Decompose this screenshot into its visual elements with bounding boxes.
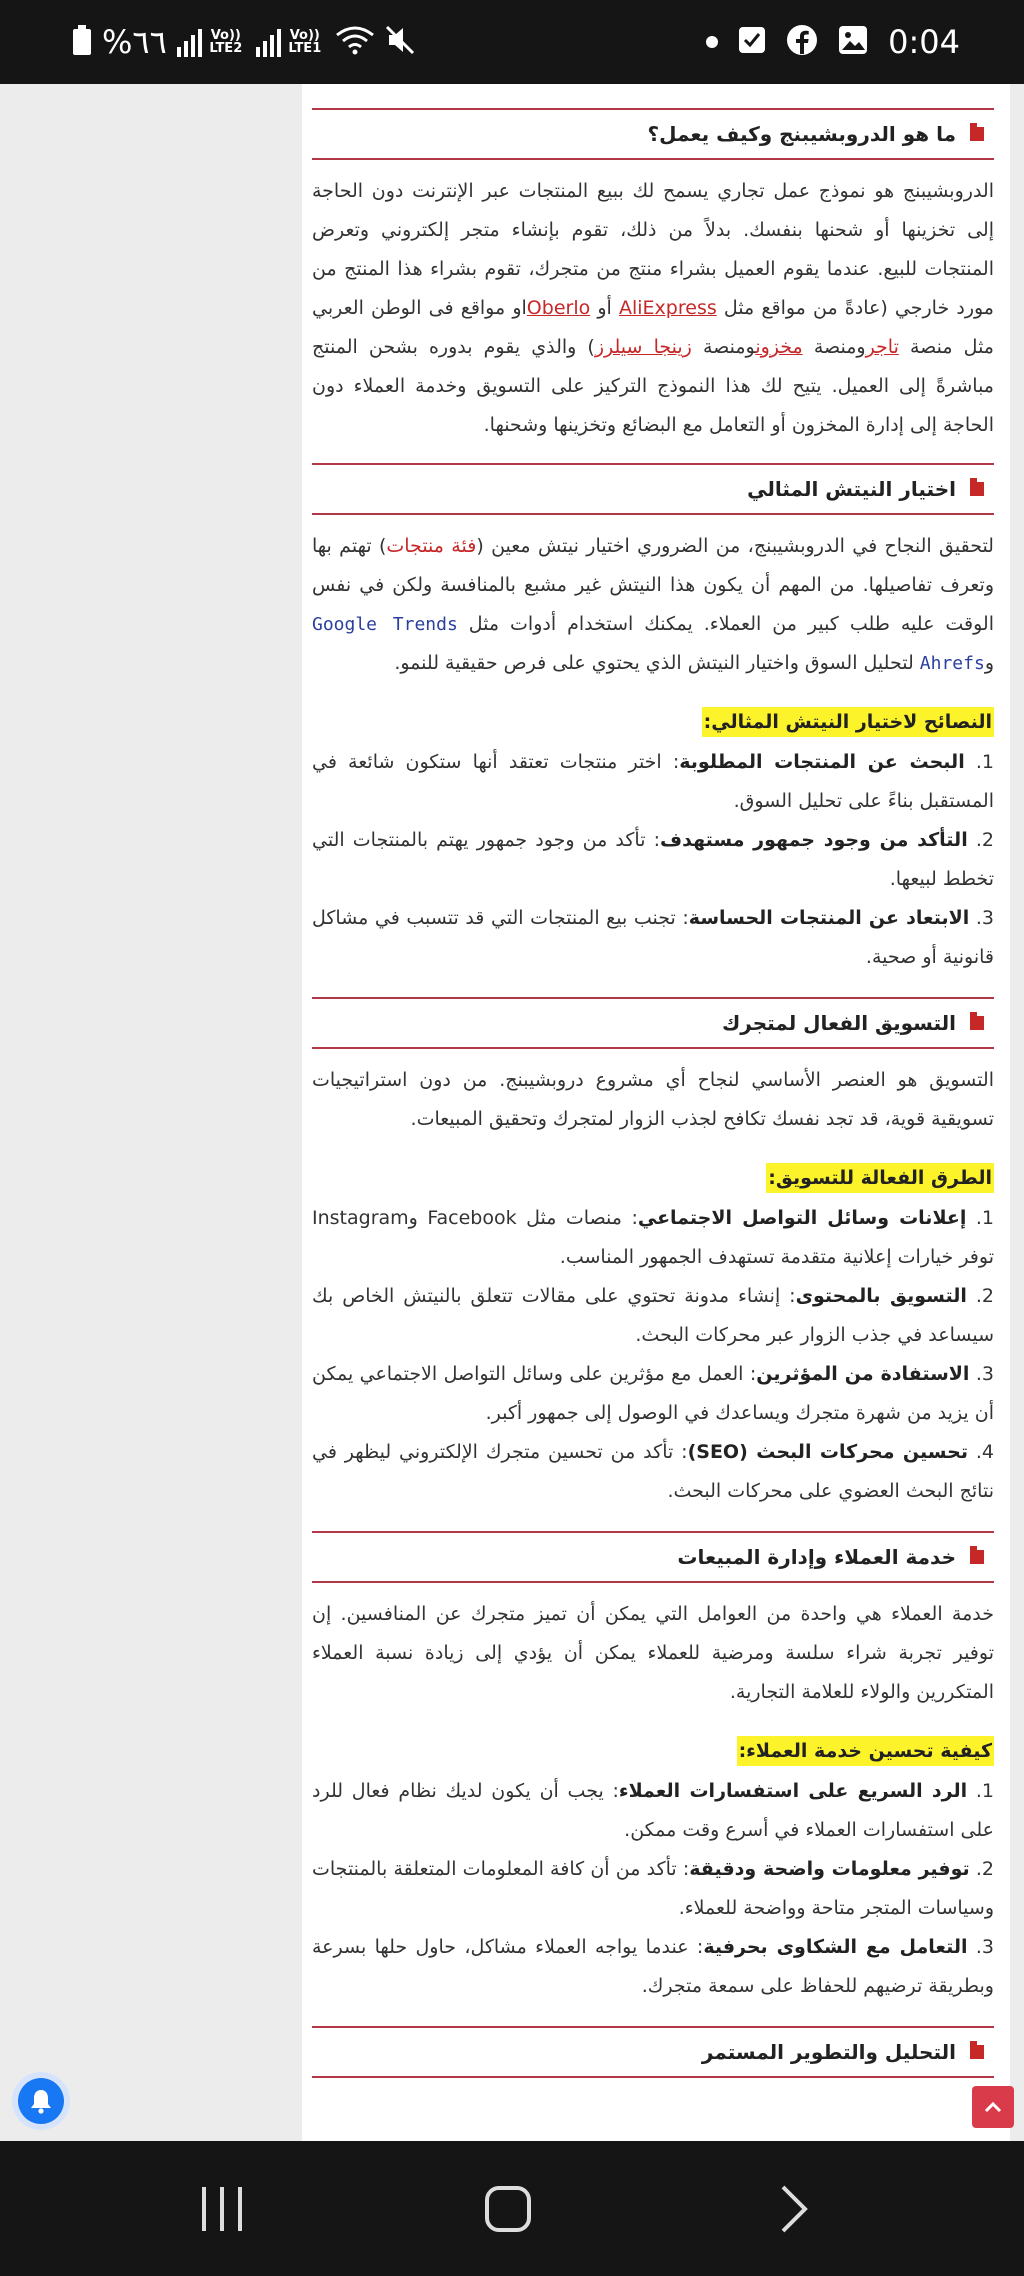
list-number: 2. <box>975 1858 994 1880</box>
highlighted-subheading: كيفية تحسين خدمة العملاء: <box>737 1736 994 1766</box>
facebook-icon <box>786 24 818 60</box>
list-item <box>312 1850 994 1928</box>
paragraph-text: او مواقع فى الوطن العربي مثل منصة <box>312 297 994 358</box>
gallery-icon <box>838 25 868 59</box>
browser-page[interactable] <box>0 84 1024 2141</box>
section-heading <box>312 997 994 1049</box>
list-item-text: : تجنب بيع المنتجات التي قد تتسبب في مشاكل قانونية أو صحية. <box>312 907 994 968</box>
folder-icon <box>970 127 984 141</box>
list-item <box>312 743 994 821</box>
list-item-lead: الابتعاد عن المنتجات الحساسة <box>688 907 970 929</box>
list-item-text: : إنشاء مدونة تحتوي على مقالات تتعلق بالنيتش الخاص بك سيساعد في جذب الزوار عبر محركات البحث. <box>312 1285 994 1346</box>
section-paragraph <box>312 172 994 445</box>
list-item <box>312 1199 994 1277</box>
signal-icon <box>177 27 246 57</box>
paragraph-text: الدروبشيبنج هو نموذج عمل تجاري يسمح لك ببيع المنتجات عبر الإنترنت دون الحاجة إلى تخزينها أو شحنها بنفسك. بدلاً من ذلك، تقوم بإنشاء متجر إلكتروني وتعرض المنتجات للبيع. عندما يقوم العميل بشراء منتج من متجرك، تقوم بشراء هذا المنتج من مورد خارجي (عادةً من مواقع مثل <box>312 180 994 319</box>
section-heading-text: ما هو الدروبشيبنج وكيف يعمل؟ <box>647 122 956 146</box>
paragraph-text: ) والذي يقوم بدوره بشحن المنتج مباشرةً إلى العميل. يتيح لك هذا النموذج التركيز على التسويق وخدمة العملاء دون الحاجة إلى إدارة المخزون أو التعامل مع البضائع وتخزينها وشحنها. <box>312 336 994 436</box>
list-item-text: : يجب أن يكون لديك نظام فعال للرد على استفسارات العملاء في أسرع وقت ممكن. <box>312 1780 994 1841</box>
list-number: 1. <box>975 751 994 773</box>
list-item-text: : تأكد من تحسين متجرك الإلكتروني ليظهر في نتائج البحث العضوي على محركات البحث. <box>312 1441 994 1502</box>
product-category-highlight: فئة منتجات <box>386 535 477 557</box>
list-number: 3. <box>975 1936 994 1958</box>
zinga-sellers-link[interactable]: زينجا سيلرز <box>594 336 692 358</box>
home-button[interactable] <box>448 2141 568 2276</box>
section-heading-text: اختيار النيتش المثالي <box>747 477 956 501</box>
list-item-lead: التعامل مع الشكاوى بحرفية <box>703 1936 968 1958</box>
wifi-icon <box>335 25 375 59</box>
list-item-text: : اختر منتجات تعتقد أنها ستكون شائعة في المستقبل بناءً على تحليل السوق. <box>312 751 994 812</box>
oberlo-link[interactable]: Oberlo <box>526 297 591 319</box>
section-heading <box>312 108 994 160</box>
paragraph-text: أو <box>590 297 619 319</box>
paragraph-text: ومنصة <box>802 336 866 358</box>
section-paragraph: التسويق هو العنصر الأساسي لنجاح أي مشروع دروبشيبنج. من دون استراتيجيات تسويقية قوية، قد تجد نفسك تكافح لجذب الزوار لمتجرك وتحقيق المبيعات. <box>312 1069 994 1130</box>
folder-icon <box>970 2045 984 2059</box>
list-number: 1. <box>975 1780 995 1802</box>
paragraph-text: ) تهتم بها وتعرف تفاصيلها. من المهم أن يكون هذا النيتش غير مشبع بالمنافسة ولكن في نفس الوقت عليه طلب كبير من العملاء. يمكنك استخدام أدوات مثل <box>312 535 994 635</box>
home-icon <box>484 2185 532 2233</box>
list-number: 3. <box>975 907 995 929</box>
section-heading <box>312 463 994 515</box>
list-item-text: : العمل مع مؤثرين على وسائل التواصل الاجتماعي يمكن أن يزيد من شهرة متجرك ويساعدك في الوصول إلى جمهور أكبر. <box>312 1363 994 1424</box>
recents-icon <box>200 2185 244 2233</box>
article-body <box>312 108 994 2090</box>
sim1-label: Vo)) LTE2 <box>209 28 243 56</box>
section-paragraph <box>312 527 994 683</box>
paragraph-text: ومنصة <box>691 336 756 358</box>
list-item-lead: إعلانات وسائل التواصل الاجتماعي <box>637 1207 967 1229</box>
customer-service-list <box>312 1772 994 2006</box>
list-item <box>312 1928 994 2006</box>
paragraph-text: لتحليل السوق واختيار النيتش الذي يحتوي على فرص حقيقية للنمو. <box>394 652 920 674</box>
highlighted-subheading: الطرق الفعالة للتسويق: <box>766 1163 994 1193</box>
list-item-lead: الرد السريع على استفسارات العملاء <box>618 1780 968 1802</box>
ahrefs-text: Ahrefs <box>919 653 985 674</box>
list-item <box>312 1433 994 1511</box>
list-number: 2. <box>975 829 994 851</box>
status-bar <box>0 0 1024 84</box>
tajer-link[interactable]: تاجر <box>865 336 899 358</box>
list-item <box>312 1772 994 1850</box>
list-number: 4. <box>975 1441 994 1463</box>
paragraph-text: و <box>984 652 994 674</box>
chevron-up-icon <box>984 2101 1002 2113</box>
back-icon <box>779 2183 809 2235</box>
list-number: 3. <box>975 1363 994 1385</box>
list-item-lead: الاستفادة من المؤثرين <box>756 1363 970 1385</box>
list-item-text: : عندما يواجه العملاء مشاكل، حاول حلها بسرعة وبطريقة ترضيهم للحفاظ على سمعة متجرك. <box>312 1936 994 1997</box>
list-item-lead: التأكد من وجود جمهور مستهدف <box>660 829 968 851</box>
tips-list <box>312 743 994 977</box>
article-container <box>302 84 1010 2141</box>
list-item-text: : تأكد من أن كافة المعلومات المتعلقة بالمنتجات وسياسات المتجر متاحة وواضحة للعملاء. <box>312 1858 994 1919</box>
back-to-top-button[interactable] <box>972 2086 1014 2128</box>
list-item <box>312 821 994 899</box>
signal-icon <box>256 27 325 57</box>
status-left-group <box>72 0 417 84</box>
section-paragraph: خدمة العملاء هي واحدة من العوامل التي يمكن أن تميز متجرك عن المنافسين. إن توفير تجربة شراء سلسة ومرضية للعملاء يمكن أن يؤدي إلى زيادة نسبة العملاء المتكررين والولاء للعلامة التجارية. <box>312 1603 994 1703</box>
list-item-text: : تأكد من وجود جمهور يهتم بالمنتجات التي تخطط لبيعها. <box>312 829 994 890</box>
sim2-label: Vo)) LTE1 <box>288 28 322 56</box>
battery-icon <box>72 25 92 59</box>
back-button[interactable] <box>734 2141 854 2276</box>
paragraph-text: لتحقيق النجاح في الدروبشيبنج، من الضروري اختيار نيتش معين ( <box>476 535 994 557</box>
list-item-lead: البحث عن المنتجات المطلوبة <box>679 751 965 773</box>
list-item <box>312 1355 994 1433</box>
section-heading-text: خدمة العملاء وإدارة المبيعات <box>677 1545 956 1569</box>
status-right-group <box>706 0 960 84</box>
mute-icon <box>385 25 417 59</box>
battery-percent: %٦٦ <box>102 23 167 61</box>
bell-icon <box>18 2078 64 2124</box>
list-number: 1. <box>975 1207 994 1229</box>
list-item-text: : منصات مثل Facebook وInstagram توفر خيارات إعلانية متقدمة تستهدف الجمهور المناسب. <box>312 1207 994 1268</box>
check-icon <box>738 26 766 58</box>
system-nav-bar <box>0 2141 1024 2276</box>
folder-icon <box>970 1550 984 1564</box>
list-number: 2. <box>975 1285 994 1307</box>
list-item-lead: توفير معلومات واضحة ودقيقة <box>689 1858 970 1880</box>
makhzon-link[interactable]: مخزون <box>755 336 803 358</box>
list-item <box>312 899 994 977</box>
list-item <box>312 1277 994 1355</box>
notification-bell-button[interactable] <box>12 2072 70 2130</box>
dot-icon <box>706 33 718 52</box>
marketing-list <box>312 1199 994 1511</box>
list-item-lead: تحسين محركات البحث (SEO) <box>687 1441 968 1463</box>
google-trends-text: Google Trends <box>312 614 458 635</box>
list-item-lead: التسويق بالمحتوى <box>795 1285 967 1307</box>
section-heading <box>312 2026 994 2078</box>
folder-icon <box>970 1016 984 1030</box>
section-heading-text: التسويق الفعال لمتجرك <box>721 1011 956 1035</box>
recents-button[interactable] <box>162 2141 282 2276</box>
aliexpress-link[interactable]: AliExpress <box>619 297 717 319</box>
section-heading-text: التحليل والتطوير المستمر <box>701 2040 956 2064</box>
folder-icon <box>970 482 984 496</box>
status-time: 0:04 <box>888 23 960 61</box>
highlighted-subheading: النصائح لاختيار النيتش المثالي: <box>702 707 994 737</box>
section-heading <box>312 1531 994 1583</box>
